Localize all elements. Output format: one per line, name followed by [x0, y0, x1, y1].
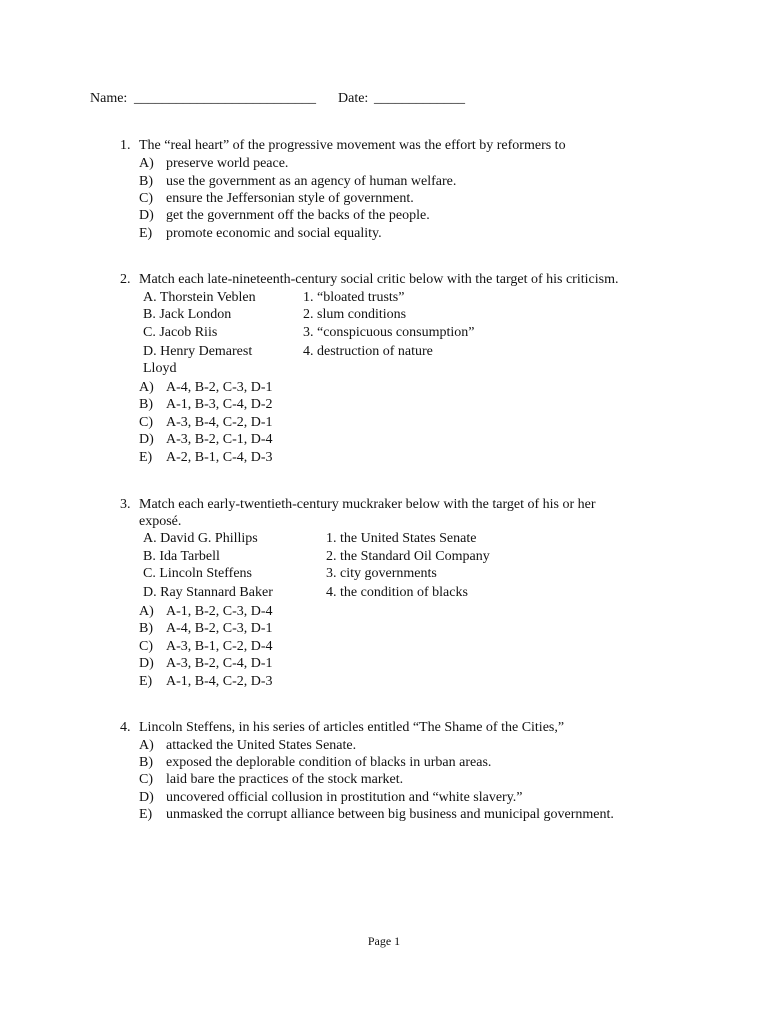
question-1-number: 1. — [120, 138, 131, 153]
q4-option-a-letter: A) — [139, 738, 154, 753]
q1-option-b-letter: B) — [139, 174, 153, 189]
q2-option-e-text: A-2, B-1, C-4, D-3 — [166, 450, 273, 465]
q3-option-e-text: A-1, B-4, C-2, D-3 — [166, 674, 273, 689]
q1-option-b-text: use the government as an agency of human welfare. — [166, 174, 457, 189]
name-label: Name: — [90, 91, 128, 106]
q2-option-a-text: A-4, B-2, C-3, D-1 — [166, 380, 273, 395]
q2-match-left-d: D. Henry Demarest — [143, 344, 253, 359]
q2-match-left-d-cont: Lloyd — [143, 361, 177, 376]
q1-option-e-text: promote economic and social equality. — [166, 226, 382, 241]
q2-option-a-letter: A) — [139, 380, 154, 395]
q3-option-d-letter: D) — [139, 656, 154, 671]
q2-option-b-text: A-1, B-3, C-4, D-2 — [166, 397, 273, 412]
page-number: Page 1 — [367, 934, 401, 948]
q3-match-right-2: 2. the Standard Oil Company — [326, 549, 490, 564]
q4-option-d-letter: D) — [139, 790, 154, 805]
question-2-stem: Match each late-nineteenth-century social critic below with the target of his criticism. — [139, 272, 619, 287]
q3-option-c-letter: C) — [139, 639, 153, 654]
q4-option-e-letter: E) — [139, 807, 153, 822]
question-4-number: 4. — [120, 720, 131, 735]
q3-match-right-1: 1. the United States Senate — [326, 531, 477, 546]
q4-option-d-text: uncovered official collusion in prostitution and “white slavery.” — [166, 790, 523, 805]
q1-option-d-letter: D) — [139, 208, 154, 223]
q3-option-d-text: A-3, B-2, C-4, D-1 — [166, 656, 273, 671]
q3-option-a-letter: A) — [139, 604, 154, 619]
date-label: Date: — [338, 91, 369, 106]
q2-match-right-2: 2. slum conditions — [303, 307, 407, 322]
q2-match-right-1: 1. “bloated trusts” — [303, 290, 405, 305]
q3-option-b-letter: B) — [139, 621, 153, 636]
q4-option-e-text: unmasked the corrupt alliance between big business and municipal government. — [166, 807, 614, 822]
q4-option-b-letter: B) — [139, 755, 153, 770]
q1-option-e-letter: E) — [139, 226, 153, 241]
q2-match-right-4: 4. destruction of nature — [303, 344, 433, 359]
question-2-number: 2. — [120, 272, 131, 287]
q3-match-left-c: C. Lincoln Steffens — [143, 566, 253, 581]
q3-option-c-text: A-3, B-1, C-2, D-4 — [166, 639, 273, 654]
q3-match-left-d: D. Ray Stannard Baker — [143, 585, 273, 600]
q1-option-a-letter: A) — [139, 156, 154, 171]
q4-option-c-letter: C) — [139, 772, 153, 787]
q4-option-a-text: attacked the United States Senate. — [166, 738, 357, 753]
question-3-stem: Match each early-twentieth-century muckraker below with the target of his or her — [139, 497, 596, 512]
q2-match-left-b: B. Jack London — [143, 307, 232, 322]
q1-option-a-text: preserve world peace. — [166, 156, 289, 171]
q1-option-c-letter: C) — [139, 191, 153, 206]
q2-option-d-text: A-3, B-2, C-1, D-4 — [166, 432, 273, 447]
question-3-stem-cont: exposé. — [139, 514, 182, 529]
q2-option-c-text: A-3, B-4, C-2, D-1 — [166, 415, 273, 430]
q2-match-left-a: A. Thorstein Veblen — [143, 290, 256, 305]
q4-option-c-text: laid bare the practices of the stock market. — [166, 772, 404, 787]
q1-option-d-text: get the government off the backs of the people. — [166, 208, 430, 223]
q3-match-right-4: 4. the condition of blacks — [326, 585, 468, 600]
q2-match-left-c: C. Jacob Riis — [143, 325, 218, 340]
question-1-stem: The “real heart” of the progressive movement was the effort by reformers to — [139, 138, 566, 153]
q1-option-c-text: ensure the Jeffersonian style of government. — [166, 191, 414, 206]
question-4-stem: Lincoln Steffens, in his series of articles entitled “The Shame of the Cities,” — [139, 720, 565, 735]
q4-option-b-text: exposed the deplorable condition of blacks in urban areas. — [166, 755, 492, 770]
question-3-number: 3. — [120, 497, 131, 512]
q2-option-c-letter: C) — [139, 415, 153, 430]
q2-option-d-letter: D) — [139, 432, 154, 447]
q3-match-left-a: A. David G. Phillips — [143, 531, 258, 546]
q2-option-b-letter: B) — [139, 397, 153, 412]
q2-option-e-letter: E) — [139, 450, 153, 465]
q3-option-a-text: A-1, B-2, C-3, D-4 — [166, 604, 273, 619]
q3-option-b-text: A-4, B-2, C-3, D-1 — [166, 621, 273, 636]
name-blank[interactable]: __________________________ — [134, 91, 316, 106]
q3-match-right-3: 3. city governments — [326, 566, 437, 581]
q3-match-left-b: B. Ida Tarbell — [143, 549, 220, 564]
q3-option-e-letter: E) — [139, 674, 153, 689]
q2-match-right-3: 3. “conspicuous consumption” — [303, 325, 475, 340]
date-blank[interactable]: _____________ — [374, 91, 465, 106]
